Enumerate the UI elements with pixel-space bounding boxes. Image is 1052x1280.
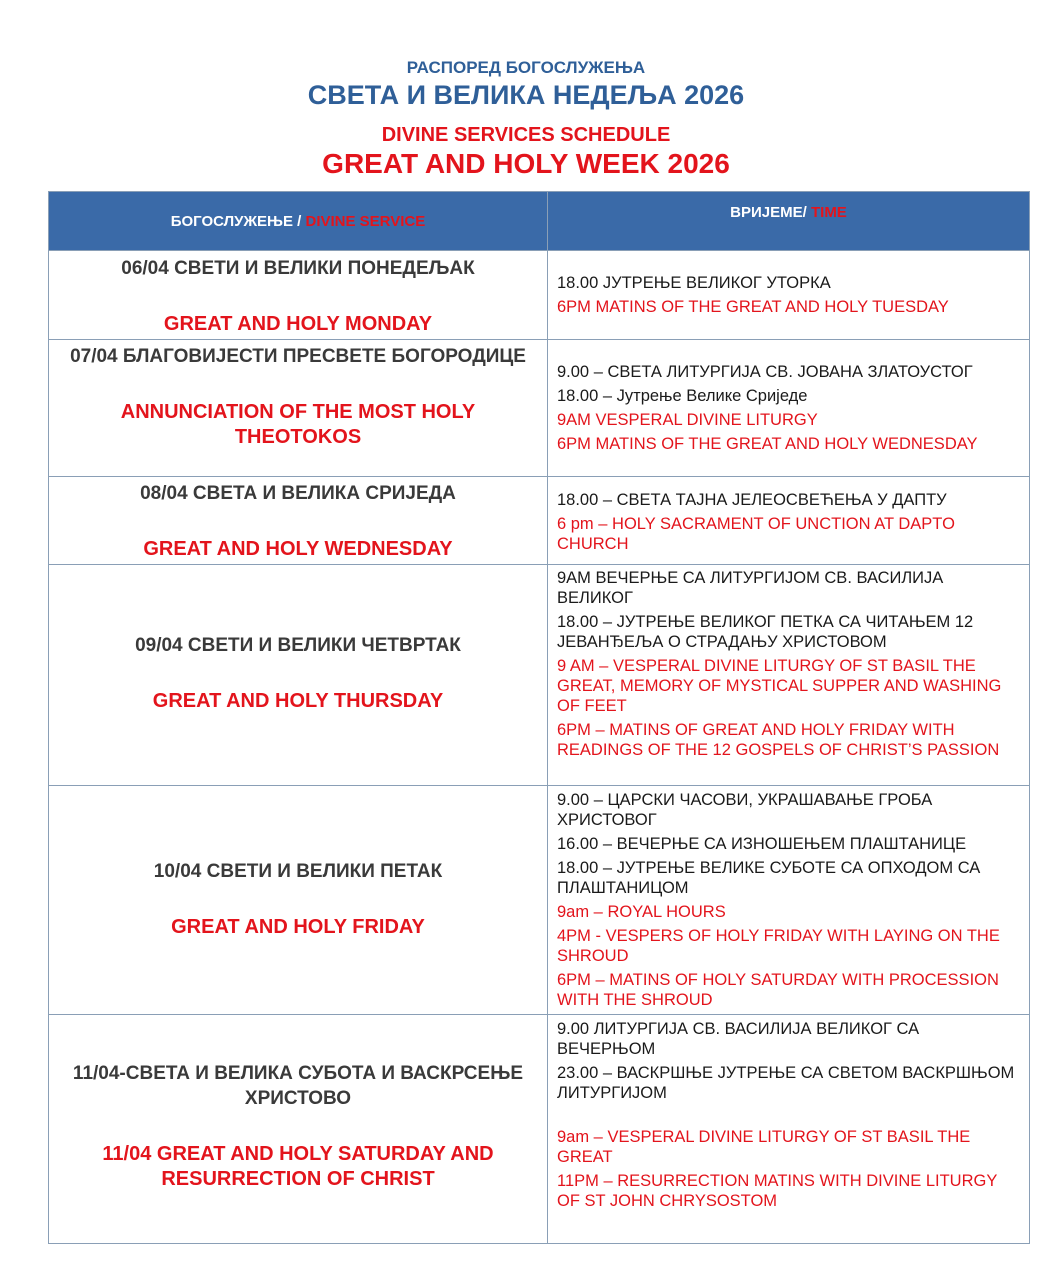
time-entry: 18.00 – ЈУТРЕЊЕ ВЕЛИКОГ ПЕТКА СА ЧИТАЊЕМ 12 ЈЕВАНЂЕЉА О СТРАДАЊУ ХРИСТОВОМ (557, 613, 974, 651)
time-entry: 6PM – MATINS OF HOLY SATURDAY WITH PROCESSION WITH THE SHROUD (557, 971, 999, 1009)
time-header-serbian: ВРИЈЕМЕ/ (730, 204, 811, 221)
time-entry: 16.00 – ВЕЧЕРЊЕ СА ИЗНОШЕЊЕМ ПЛАШТАНИЦЕ (557, 835, 967, 853)
service-name-english: GREAT AND HOLY FRIDAY (171, 915, 425, 938)
time-entry: 9am – ROYAL HOURS (557, 903, 726, 921)
time-entry: 9AM ВЕЧЕРЊЕ СА ЛИТУРГИЈОМ СВ. ВАСИЛИЈА ВЕЛИКОГ (557, 569, 944, 607)
time-entry: 6PM MATINS OF THE GREAT AND HOLY WEDNESDAY (557, 435, 978, 453)
time-entry: 18.00 – Јутрење Велике Сриједе (557, 387, 808, 405)
time-entry: 18.00 ЈУТРЕЊЕ ВЕЛИКОГ УТОРКА (557, 274, 831, 292)
table-row (49, 340, 1030, 477)
schedule-title-serbian: СВЕТА И ВЕЛИКА НЕДЕЉА 2026 (307, 80, 745, 110)
time-entry: 6PM – MATINS OF GREAT AND HOLY FRIDAY WITH READINGS OF THE 12 GOSPELS OF CHRIST’S PASSION (557, 721, 1000, 759)
service-name-serbian: 10/04 СВЕТИ И ВЕЛИКИ ПЕТАК (153, 860, 443, 882)
time-entry: 9.00 – ЦАРСКИ ЧАСОВИ, УКРАШАВАЊЕ ГРОБА ХРИСТОВОГ (557, 791, 933, 829)
table-row (49, 1015, 1030, 1244)
service-name-serbian: 11/04-СВЕТА И ВЕЛИКА СУБОТА И ВАСКРСЕЊЕ ХРИСТОВО (72, 1062, 524, 1109)
service-cell (49, 477, 548, 565)
service-name-english: GREAT AND HOLY MONDAY (163, 313, 433, 335)
time-entry: 6 pm – HOLY SACRAMENT OF UNCTION AT DAPTO CHURCH (557, 515, 955, 553)
service-header-english: DIVINE SERVICE (305, 212, 426, 230)
service-cell (49, 1015, 548, 1244)
time-entry: 23.00 – ВАСКРШЊЕ ЈУТРЕЊЕ СА СВЕТОМ ВАСКРШЊОМ ЛИТУРГИЈОМ (557, 1064, 1015, 1102)
service-header-serbian: БОГОСЛУЖЕЊЕ / (170, 212, 306, 230)
time-entry: 18.00 – СВЕТА ТАЈНА ЈЕЛЕОСВЕЋЕЊА У ДАПТУ (557, 491, 947, 509)
service-name-serbian: 07/04 БЛАГОВИЈЕСТИ ПРЕСВЕТЕ БОГОРОДИЦЕ (70, 346, 526, 367)
schedule-subtitle-serbian: РАСПОРЕД БОГОСЛУЖЕЊА (406, 58, 646, 77)
schedule-subtitle-english: DIVINE SERVICES SCHEDULE (381, 124, 671, 146)
time-entry: 11PM – RESURRECTION MATINS WITH DIVINE LITURGY OF ST JOHN CHRYSOSTOM (557, 1172, 998, 1210)
service-name-english: ANNUNCIATION OF THE MOST HOLY THEOTOKOS (120, 401, 476, 448)
time-cell (548, 565, 1030, 786)
service-cell (49, 251, 548, 340)
time-cell (548, 786, 1030, 1015)
time-cell (548, 251, 1030, 340)
service-name-english: GREAT AND HOLY THURSDAY (152, 689, 444, 712)
table-row (49, 477, 1030, 565)
time-header-english: TIME (810, 204, 847, 221)
service-name-english: GREAT AND HOLY WEDNESDAY (143, 538, 453, 560)
time-cell (548, 340, 1030, 477)
table-row (49, 786, 1030, 1015)
time-entry: 9.00 ЛИТУРГИЈА СВ. ВАСИЛИЈА ВЕЛИКОГ СА ВЕЧЕРЊОМ (557, 1020, 920, 1058)
services-schedule-table (48, 191, 1030, 1244)
service-name-serbian: 06/04 СВЕТИ И ВЕЛИКИ ПОНЕДЕЉАК (121, 258, 475, 279)
time-entry: 6PM MATINS OF THE GREAT AND HOLY TUESDAY (557, 298, 949, 316)
time-entry: 9AM VESPERAL DIVINE LITURGY (557, 411, 818, 429)
service-name-serbian: 09/04 СВЕТИ И ВЕЛИКИ ЧЕТВРТАК (135, 634, 461, 656)
service-name-english: 11/04 GREAT AND HOLY SATURDAY AND RESURRECTION OF CHRIST (102, 1142, 494, 1190)
table-header-row (49, 192, 1030, 251)
service-cell (49, 565, 548, 786)
time-entry: 9am – VESPERAL DIVINE LITURGY OF ST BASIL THE GREAT (557, 1128, 971, 1166)
time-entry: 9 AM – VESPERAL DIVINE LITURGY OF ST BASIL THE GREAT, MEMORY OF MYSTICAL SUPPER AND WASHING OF FEET (557, 657, 1002, 715)
time-cell (548, 1015, 1030, 1244)
time-entry: 18.00 – ЈУТРЕЊЕ ВЕЛИКЕ СУБОТЕ СА ОПХОДОМ СА ПЛАШТАНИЦОМ (557, 859, 981, 897)
service-cell (49, 786, 548, 1015)
time-cell (548, 477, 1030, 565)
time-column-header (548, 192, 1030, 251)
table-row (49, 251, 1030, 340)
service-cell (49, 340, 548, 477)
service-column-header (49, 192, 548, 251)
time-entry: 4PM - VESPERS OF HOLY FRIDAY WITH LAYING ON THE SHROUD (557, 927, 1000, 965)
time-entry: 9.00 – СВЕТА ЛИТУРГИЈА СВ. ЈОВАНА ЗЛАТОУСТОГ (557, 363, 973, 381)
service-name-serbian: 08/04 СВЕТА И ВЕЛИКА СРИЈЕДА (140, 483, 456, 504)
table-row (49, 565, 1030, 786)
schedule-title-english: GREAT AND HOLY WEEK 2026 (322, 148, 730, 179)
